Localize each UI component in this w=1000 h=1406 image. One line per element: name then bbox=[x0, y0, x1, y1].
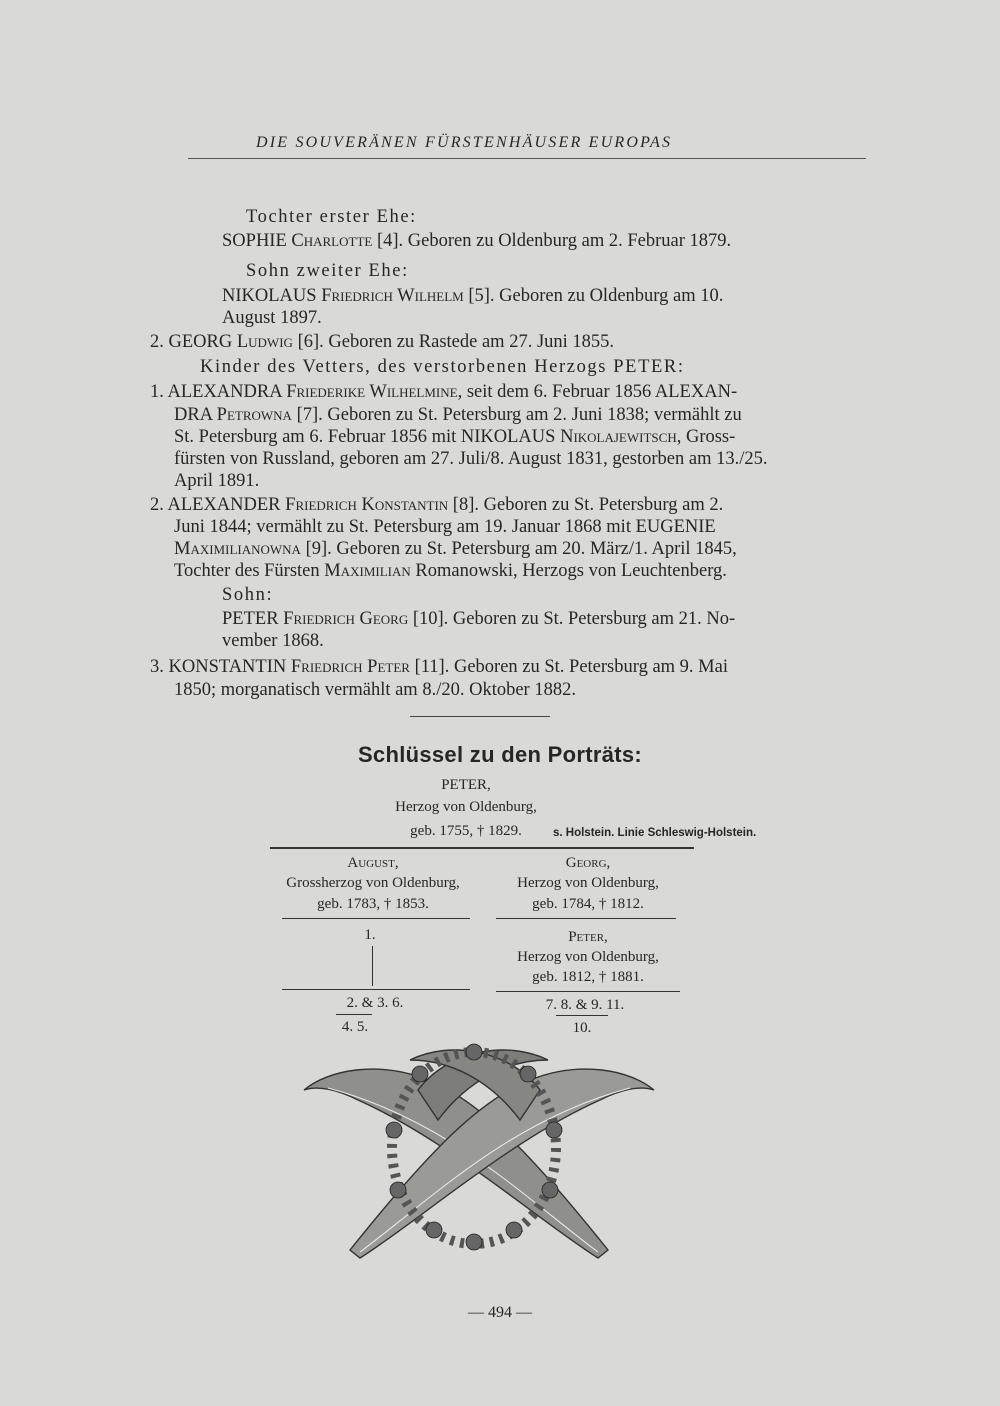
text-span: [10]. Geboren zu St. Petersburg am 21. No- bbox=[408, 609, 736, 629]
august-dates: geb. 1783, † 1853. bbox=[317, 896, 429, 912]
text-line: Sohn: bbox=[222, 585, 274, 605]
key-title: Schlüssel zu den Porträts: bbox=[357, 742, 643, 767]
text-line: Juni 1844; vermählt zu St. Petersburg am 19. Januar 1868 mit EUGENIE bbox=[174, 517, 716, 537]
text-span: St. Petersburg am 6. Februar 1856 mit NIKOLAUS bbox=[174, 427, 561, 447]
text-span: Romanowski, Herzogs von Leuchtenberg. bbox=[410, 561, 727, 581]
text-span: [11]. Geboren zu St. Petersburg am 9. Mai bbox=[409, 657, 728, 677]
holstein-note: s. Holstein. Linie Schleswig-Holstein. bbox=[553, 827, 757, 839]
tree-rule bbox=[556, 1015, 608, 1016]
text-span: PETER bbox=[222, 609, 284, 629]
right-numbers: 7. 8. & 9. 11. bbox=[545, 997, 625, 1013]
text-line bbox=[174, 562, 727, 581]
august-name: August, bbox=[347, 855, 399, 871]
right-sub-numbers: 10. bbox=[572, 1020, 592, 1036]
georg-dates: geb. 1784, † 1812. bbox=[532, 896, 644, 912]
root-name: PETER, bbox=[441, 777, 491, 793]
text-span: 1. ALEXANDRA bbox=[150, 382, 287, 402]
text-line bbox=[150, 333, 614, 352]
text-span: [7]. Geboren zu St. Petersburg am 2. Juni 1838; vermählt zu bbox=[291, 405, 742, 425]
num-1: 1. bbox=[364, 927, 376, 943]
text-line bbox=[150, 496, 723, 515]
georg-title: Herzog von Oldenburg, bbox=[517, 875, 659, 891]
text-span: SOPHIE bbox=[222, 231, 292, 251]
tree-rule bbox=[336, 1014, 372, 1015]
header-rule bbox=[188, 158, 866, 159]
text-span: Nikolajewitsch bbox=[560, 427, 677, 447]
text-line bbox=[150, 658, 728, 677]
text-line: August 1897. bbox=[222, 308, 322, 328]
text-line bbox=[222, 610, 735, 629]
text-span: [8]. Geboren zu St. Petersburg am 2. bbox=[448, 495, 724, 515]
text-span: [4]. Geboren zu Oldenburg am 2. Februar 1879. bbox=[372, 231, 732, 251]
text-span: Friederike Wilhelmine bbox=[286, 382, 458, 402]
text-line: April 1891. bbox=[174, 471, 260, 491]
text-span: 2. ALEXANDER bbox=[150, 495, 286, 515]
text-line: Sohn zweiter Ehe: bbox=[246, 261, 409, 281]
text-span: Friedrich Georg bbox=[283, 609, 409, 629]
page-number: — 494 — bbox=[468, 1304, 532, 1321]
text-line: Kinder des Vetters, des verstorbenen Herzogs PETER: bbox=[200, 357, 685, 377]
text-span: 3. KONSTANTIN bbox=[150, 657, 291, 677]
text-span: , seit dem 6. Februar 1856 ALEXAN- bbox=[457, 382, 738, 402]
text-span: DRA bbox=[174, 405, 217, 425]
text-span: Tochter des Fürsten bbox=[174, 561, 325, 581]
running-title: DIE SOUVERÄNEN FÜRSTENHÄUSER EUROPAS bbox=[256, 134, 673, 151]
tree-rule bbox=[282, 918, 470, 919]
georg-name: Georg, bbox=[565, 855, 611, 871]
peter2-dates: geb. 1812, † 1881. bbox=[532, 969, 644, 985]
text-span: Maximilianowna bbox=[174, 539, 301, 559]
text-span: Ludwig bbox=[236, 332, 293, 352]
text-span: Friedrich Wilhelm bbox=[321, 286, 464, 306]
tree-rule bbox=[496, 918, 676, 919]
tree-branch bbox=[372, 946, 373, 986]
text-line: vember 1868. bbox=[222, 631, 324, 651]
text-line bbox=[174, 540, 737, 559]
text-line bbox=[174, 406, 742, 425]
text-span: NIKOLAUS bbox=[222, 286, 322, 306]
text-span: , Gross- bbox=[676, 427, 736, 447]
text-span: Maximilian bbox=[324, 561, 411, 581]
text-span: [6]. Geboren zu Rastede am 27. Juni 1855. bbox=[292, 332, 615, 352]
text-line: Tochter erster Ehe: bbox=[246, 207, 417, 227]
text-span: Charlotte bbox=[291, 231, 373, 251]
tree-rule bbox=[282, 989, 470, 990]
section-divider bbox=[410, 716, 550, 717]
peter2-title: Herzog von Oldenburg, bbox=[517, 949, 659, 965]
text-span: 2. GEORG bbox=[150, 332, 237, 352]
text-span: [9]. Geboren zu St. Petersburg am 20. März/1. April 1845, bbox=[300, 539, 737, 559]
left-sub-numbers: 4. 5. bbox=[341, 1019, 369, 1035]
text-span: Petrowna bbox=[216, 405, 292, 425]
root-dates: geb. 1755, † 1829. bbox=[410, 823, 522, 839]
text-line bbox=[174, 428, 735, 447]
left-numbers: 2. & 3. 6. bbox=[346, 995, 404, 1011]
tree-rule bbox=[496, 991, 680, 992]
text-span: [5]. Geboren zu Oldenburg am 10. bbox=[463, 286, 724, 306]
august-title: Grossherzog von Oldenburg, bbox=[286, 875, 460, 891]
text-line bbox=[222, 232, 731, 251]
tree-rule bbox=[270, 847, 694, 849]
root-title: Herzog von Oldenburg, bbox=[395, 799, 537, 815]
text-line: fürsten von Russland, geboren am 27. Juli/8. August 1831, gestorben am 13./25. bbox=[174, 449, 768, 469]
text-line: 1850; morganatisch vermählt am 8./20. Oktober 1882. bbox=[174, 680, 576, 700]
crossed-palms-wreath-ornament bbox=[298, 1030, 660, 1270]
text-line bbox=[222, 287, 723, 306]
peter2-name: Peter, bbox=[568, 929, 608, 945]
text-span: Friedrich Konstantin bbox=[285, 495, 449, 515]
text-span: Friedrich Peter bbox=[290, 657, 410, 677]
text-line bbox=[150, 383, 737, 402]
